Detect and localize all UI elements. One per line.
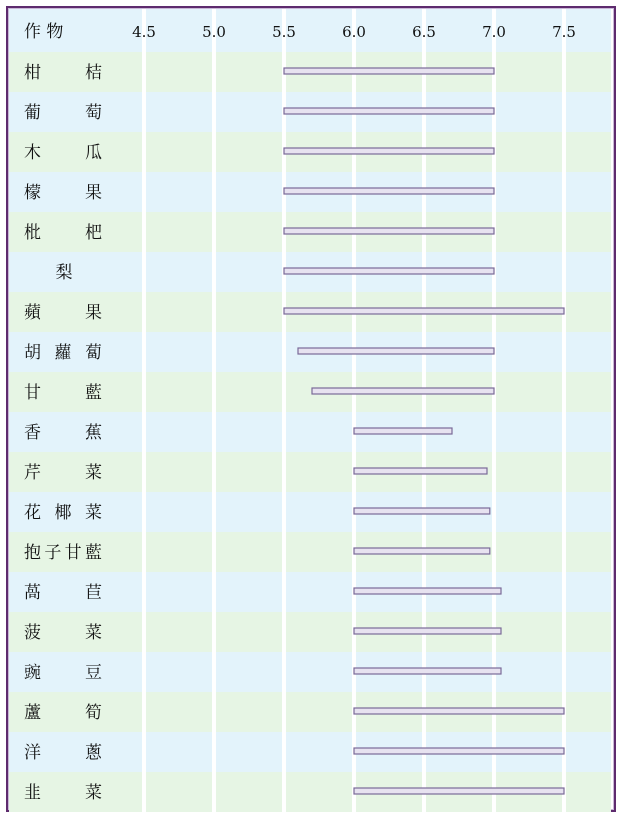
crop-label: 萵苣 <box>24 583 102 603</box>
crop-label: 蘆筍 <box>24 703 102 723</box>
crop-label: 香蕉 <box>24 423 102 443</box>
x-tick-label: 7.0 <box>482 23 506 41</box>
range-bar <box>354 748 564 754</box>
range-bar <box>284 148 494 154</box>
row-bands <box>9 9 611 812</box>
crop-label: 韭菜 <box>24 783 102 803</box>
crop-label: 梨 <box>55 263 73 283</box>
range-bar <box>298 348 494 354</box>
range-bar <box>354 708 564 714</box>
crop-label: 蘋果 <box>24 303 102 323</box>
x-tick-label: 5.0 <box>202 23 226 41</box>
range-bar <box>354 548 490 554</box>
range-bar <box>354 468 487 474</box>
header-band <box>9 9 611 52</box>
range-bar <box>284 108 494 114</box>
crop-label: 豌豆 <box>24 663 102 683</box>
header-label: 作 物 <box>24 22 64 42</box>
x-tick-label: 6.5 <box>412 23 436 41</box>
range-bar <box>354 428 452 434</box>
range-bar <box>284 308 564 314</box>
range-bar <box>284 68 494 74</box>
crop-label: 洋蔥 <box>24 743 102 763</box>
range-bar <box>354 788 564 794</box>
crop-label: 檬果 <box>24 183 102 203</box>
x-tick-label: 5.5 <box>272 23 296 41</box>
x-tick-label: 7.5 <box>552 23 576 41</box>
range-bar <box>312 388 494 394</box>
crop-label: 抱子甘藍 <box>24 543 102 563</box>
crop-label: 柑桔 <box>24 63 102 83</box>
range-bar <box>354 588 501 594</box>
crop-label: 菠菜 <box>24 623 102 643</box>
range-bar <box>354 668 501 674</box>
crop-label: 木瓜 <box>24 143 102 163</box>
range-bar <box>354 628 501 634</box>
x-tick-label: 6.0 <box>342 23 366 41</box>
x-tick-label: 4.5 <box>132 23 156 41</box>
range-bar <box>284 188 494 194</box>
crop-label: 甘藍 <box>24 383 102 403</box>
range-bar <box>284 228 494 234</box>
crop-label: 葡萄 <box>24 103 102 123</box>
crop-label: 枇杷 <box>24 223 102 243</box>
crop-label: 胡蘿蔔 <box>24 343 102 363</box>
range-bar <box>354 508 490 514</box>
crop-label: 花椰菜 <box>24 503 102 523</box>
crop-label: 芹菜 <box>24 463 102 483</box>
range-bar <box>284 268 494 274</box>
